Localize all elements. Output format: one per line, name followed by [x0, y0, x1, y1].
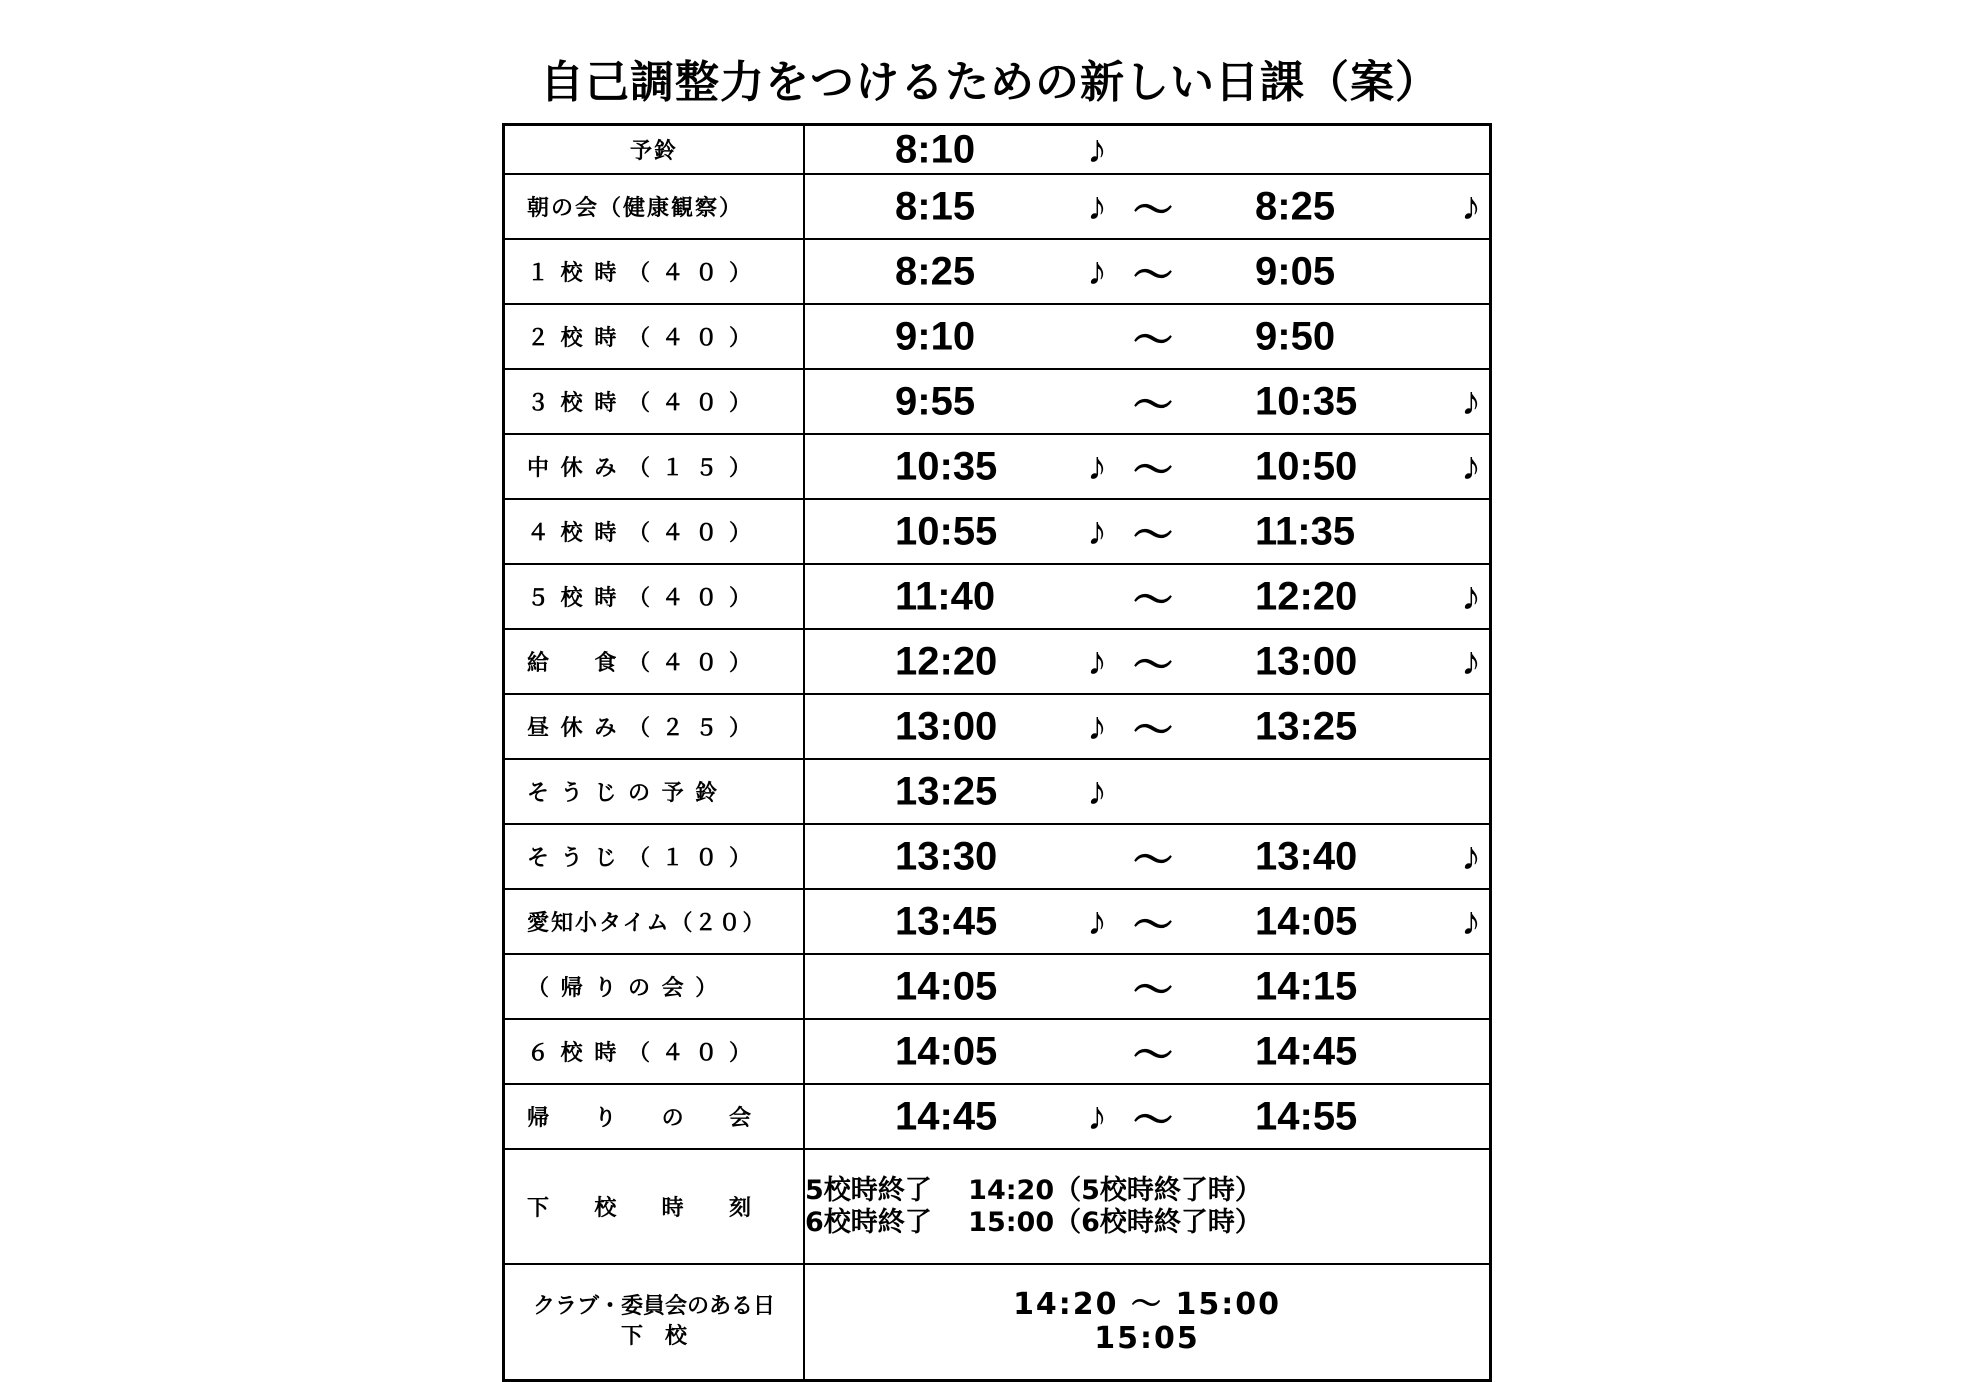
period-label-cell — [504, 499, 805, 564]
end-time: 13:00 — [1255, 639, 1358, 683]
start-chime-icon: ♪ — [1087, 249, 1107, 293]
schedule-body — [504, 125, 1491, 1381]
dismissal-label: 下 校 時 刻 — [527, 1196, 753, 1221]
start-time: 10:55 — [895, 509, 998, 553]
time-cell — [804, 304, 1491, 369]
period-label-cell — [504, 759, 805, 824]
table-row — [504, 1084, 1491, 1149]
range-tilde: ～ — [1133, 1033, 1173, 1077]
period-label-cell — [504, 304, 805, 369]
range-tilde: ～ — [1133, 448, 1173, 492]
table-row — [504, 1019, 1491, 1084]
period-label-cell — [504, 1019, 805, 1084]
range-tilde: ～ — [1133, 318, 1173, 362]
range-tilde: ～ — [1133, 188, 1173, 232]
dismissal-label-cell — [504, 1149, 805, 1264]
time-cell — [804, 1019, 1491, 1084]
time-cell — [804, 954, 1491, 1019]
range-tilde: ～ — [1133, 838, 1173, 882]
start-time: 14:05 — [895, 1029, 998, 1073]
range-tilde: ～ — [1133, 383, 1173, 427]
club-day-time-range: 14:20 ～ 15:00 — [1013, 1287, 1281, 1322]
period-label: ５ 校 時 （ ４ ０ ） — [527, 586, 753, 611]
end-chime-icon: ♪ — [1461, 379, 1481, 423]
time-cell — [804, 434, 1491, 499]
end-time: 9:05 — [1255, 249, 1336, 293]
start-time: 13:25 — [895, 769, 998, 813]
period-label: ６ 校 時 （ ４ ０ ） — [527, 1041, 753, 1066]
time-cell — [804, 629, 1491, 694]
dismissal-times — [804, 1149, 1491, 1264]
end-time: 8:25 — [1255, 184, 1336, 228]
table-row — [504, 889, 1491, 954]
club-day-times — [804, 1264, 1491, 1381]
time-cell — [804, 694, 1491, 759]
period-label-cell — [504, 889, 805, 954]
start-chime-icon: ♪ — [1087, 509, 1107, 553]
time-cell — [804, 369, 1491, 434]
dismissal-row — [504, 1149, 1491, 1264]
period-label-cell — [504, 629, 805, 694]
start-time: 12:20 — [895, 639, 998, 683]
range-tilde: ～ — [1133, 968, 1173, 1012]
end-chime-icon: ♪ — [1461, 834, 1481, 878]
start-chime-icon: ♪ — [1087, 1094, 1107, 1138]
end-chime-icon: ♪ — [1461, 444, 1481, 488]
end-time: 14:45 — [1255, 1029, 1358, 1073]
period-label-cell — [504, 564, 805, 629]
end-time: 12:20 — [1255, 574, 1358, 618]
period-label-cell — [504, 1084, 805, 1149]
range-tilde: ～ — [1133, 578, 1173, 622]
period-label-cell — [504, 954, 805, 1019]
time-cell — [804, 499, 1491, 564]
end-time: 11:35 — [1255, 509, 1356, 553]
end-time: 14:15 — [1255, 964, 1358, 1008]
period-label: そ う じ （ １ ０ ） — [527, 846, 753, 871]
club-day-row — [504, 1264, 1491, 1381]
start-time: 11:40 — [895, 574, 996, 618]
start-time: 14:45 — [895, 1094, 998, 1138]
range-tilde: ～ — [1133, 1098, 1173, 1142]
start-time: 9:55 — [895, 379, 976, 423]
table-row — [504, 759, 1491, 824]
period-label-cell — [504, 694, 805, 759]
period-label: ４ 校 時 （ ４ ０ ） — [527, 521, 753, 546]
period-label: 中 休 み （ １ ５ ） — [527, 456, 753, 481]
table-row — [504, 174, 1491, 239]
period-label: 帰 り の 会 — [527, 1106, 753, 1131]
time-cell — [804, 564, 1491, 629]
start-time: 8:25 — [895, 249, 976, 293]
period-label-cell — [504, 434, 805, 499]
period-label: 給 食 （ ４ ０ ） — [527, 651, 753, 676]
time-cell — [804, 239, 1491, 304]
dismissal-line-5: 5校時終了 14:20（5校時終了時） — [805, 1174, 1262, 1206]
start-time: 8:10 — [895, 127, 976, 171]
end-chime-icon: ♪ — [1461, 184, 1481, 228]
start-chime-icon: ♪ — [1087, 444, 1107, 488]
period-label-cell — [504, 369, 805, 434]
page-title: 自己調整力をつけるための新しい日課（案） — [540, 57, 1440, 108]
range-tilde: ～ — [1133, 253, 1173, 297]
table-row — [504, 304, 1491, 369]
period-label: 昼 休 み （ ２ ５ ） — [527, 716, 753, 741]
period-label: 朝の会（健康観察） — [527, 196, 744, 221]
end-chime-icon: ♪ — [1461, 639, 1481, 683]
table-row — [504, 369, 1491, 434]
period-label: そ う じ の 予 鈴 — [527, 781, 720, 806]
schedule-table — [502, 123, 1492, 1382]
period-label-cell — [504, 174, 805, 239]
end-chime-icon: ♪ — [1461, 899, 1481, 943]
start-time: 8:15 — [895, 184, 976, 228]
time-cell — [804, 174, 1491, 239]
start-chime-icon: ♪ — [1087, 769, 1107, 813]
end-time: 10:35 — [1255, 379, 1358, 423]
start-chime-icon: ♪ — [1087, 899, 1107, 943]
range-tilde: ～ — [1133, 903, 1173, 947]
end-time: 13:40 — [1255, 834, 1358, 878]
start-time: 13:00 — [895, 704, 998, 748]
table-row — [504, 499, 1491, 564]
period-label: 予鈴 — [629, 139, 678, 164]
period-label-cell — [504, 824, 805, 889]
period-label: ３ 校 時 （ ４ ０ ） — [527, 391, 753, 416]
table-row — [504, 629, 1491, 694]
club-day-label-cell — [504, 1264, 805, 1381]
table-row — [504, 564, 1491, 629]
club-day-dismissal-label: 下 校 — [620, 1324, 687, 1349]
time-cell — [804, 759, 1491, 824]
period-label: 愛知小タイム（２０） — [527, 911, 767, 936]
start-time: 10:35 — [895, 444, 998, 488]
table-row — [504, 434, 1491, 499]
period-label: （ 帰 り の 会 ） — [527, 976, 720, 1001]
range-tilde: ～ — [1133, 708, 1173, 752]
chime-icon: ♪ — [1087, 127, 1107, 171]
start-chime-icon: ♪ — [1087, 704, 1107, 748]
time-cell — [804, 125, 1491, 175]
time-cell — [804, 889, 1491, 954]
table-row — [504, 824, 1491, 889]
period-label: ２ 校 時 （ ４ ０ ） — [527, 326, 753, 351]
end-time: 14:05 — [1255, 899, 1358, 943]
club-day-label: クラブ・委員会のある日 — [532, 1294, 775, 1319]
end-chime-icon: ♪ — [1461, 574, 1481, 618]
range-tilde: ～ — [1133, 513, 1173, 557]
end-time: 9:50 — [1255, 314, 1336, 358]
start-time: 14:05 — [895, 964, 998, 1008]
start-chime-icon: ♪ — [1087, 184, 1107, 228]
end-time: 14:55 — [1255, 1094, 1358, 1138]
end-time: 13:25 — [1255, 704, 1358, 748]
time-cell — [804, 1084, 1491, 1149]
table-row — [504, 125, 1491, 175]
period-label-cell — [504, 239, 805, 304]
club-day-dismissal-time: 15:05 — [1094, 1321, 1200, 1356]
table-row — [504, 954, 1491, 1019]
table-row — [504, 694, 1491, 759]
start-time: 13:45 — [895, 899, 998, 943]
time-cell — [804, 824, 1491, 889]
period-label-cell — [504, 125, 805, 175]
range-tilde: ～ — [1133, 643, 1173, 687]
table-row — [504, 239, 1491, 304]
dismissal-line-6: 6校時終了 15:00（6校時終了時） — [805, 1206, 1262, 1238]
end-time: 10:50 — [1255, 444, 1358, 488]
start-time: 13:30 — [895, 834, 998, 878]
period-label: １ 校 時 （ ４ ０ ） — [527, 261, 753, 286]
start-time: 9:10 — [895, 314, 976, 358]
start-chime-icon: ♪ — [1087, 639, 1107, 683]
